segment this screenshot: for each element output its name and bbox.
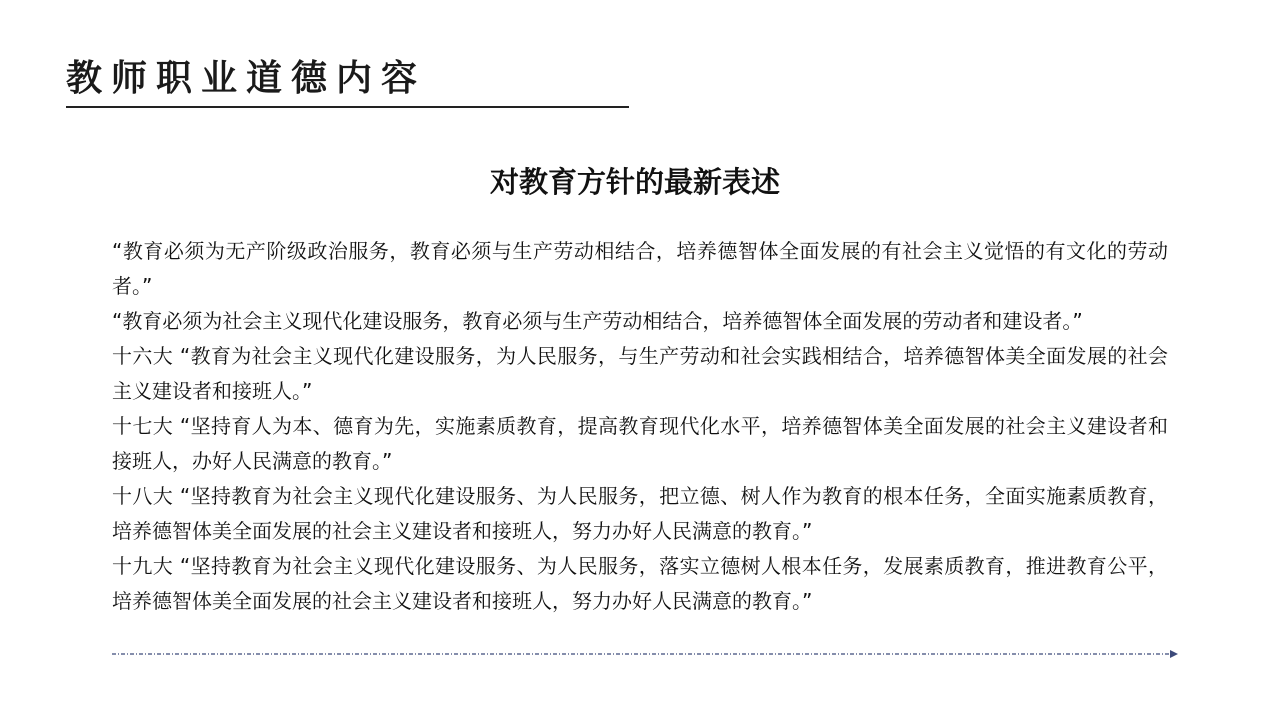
paragraph-18th-congress: 十八大 “坚持教育为社会主义现代化建设服务、为人民服务，把立德、树人作为教育的根本任务，全面实施素质教育，培养德智体美全面发展的社会主义建设者和接班人，努力办好人民满意的教育。”: [112, 484, 1168, 543]
paragraph-17th-congress: 十七大 “坚持育人为本、德育为先，实施素质教育，提高教育现代化水平，培养德智体美全面发展的社会主义建设者和接班人，办好人民满意的教育。”: [112, 414, 1168, 473]
title-underline: [66, 106, 629, 108]
dotted-arrow-divider: [112, 647, 1180, 661]
paragraph-16th-congress: 十六大 “教育为社会主义现代化建设服务，为人民服务，与生产劳动和社会实践相结合，培养德智体美全面发展的社会主义建设者和接班人。”: [112, 344, 1168, 403]
paragraph-policy-2: “教育必须为社会主义现代化建设服务，教育必须与生产劳动相结合，培养德智体全面发展的劳动者和建设者。”: [112, 309, 1083, 333]
arrowhead-icon: [1170, 650, 1178, 658]
section-heading: 对教育方针的最新表述: [489, 165, 780, 199]
paragraph-policy-1: “教育必须为无产阶级政治服务，教育必须与生产劳动相结合，培养德智体全面发展的有社会主义觉悟的有文化的劳动者。”: [112, 239, 1168, 298]
slide-title: 教师职业道德内容: [66, 57, 427, 99]
content-body: [112, 234, 1168, 619]
paragraph-19th-congress: 十九大 “坚持教育为社会主义现代化建设服务、为人民服务，落实立德树人根本任务，发展素质教育，推进教育公平，培养德智体美全面发展的社会主义建设者和接班人，努力办好人民满意的教育。”: [112, 554, 1168, 613]
